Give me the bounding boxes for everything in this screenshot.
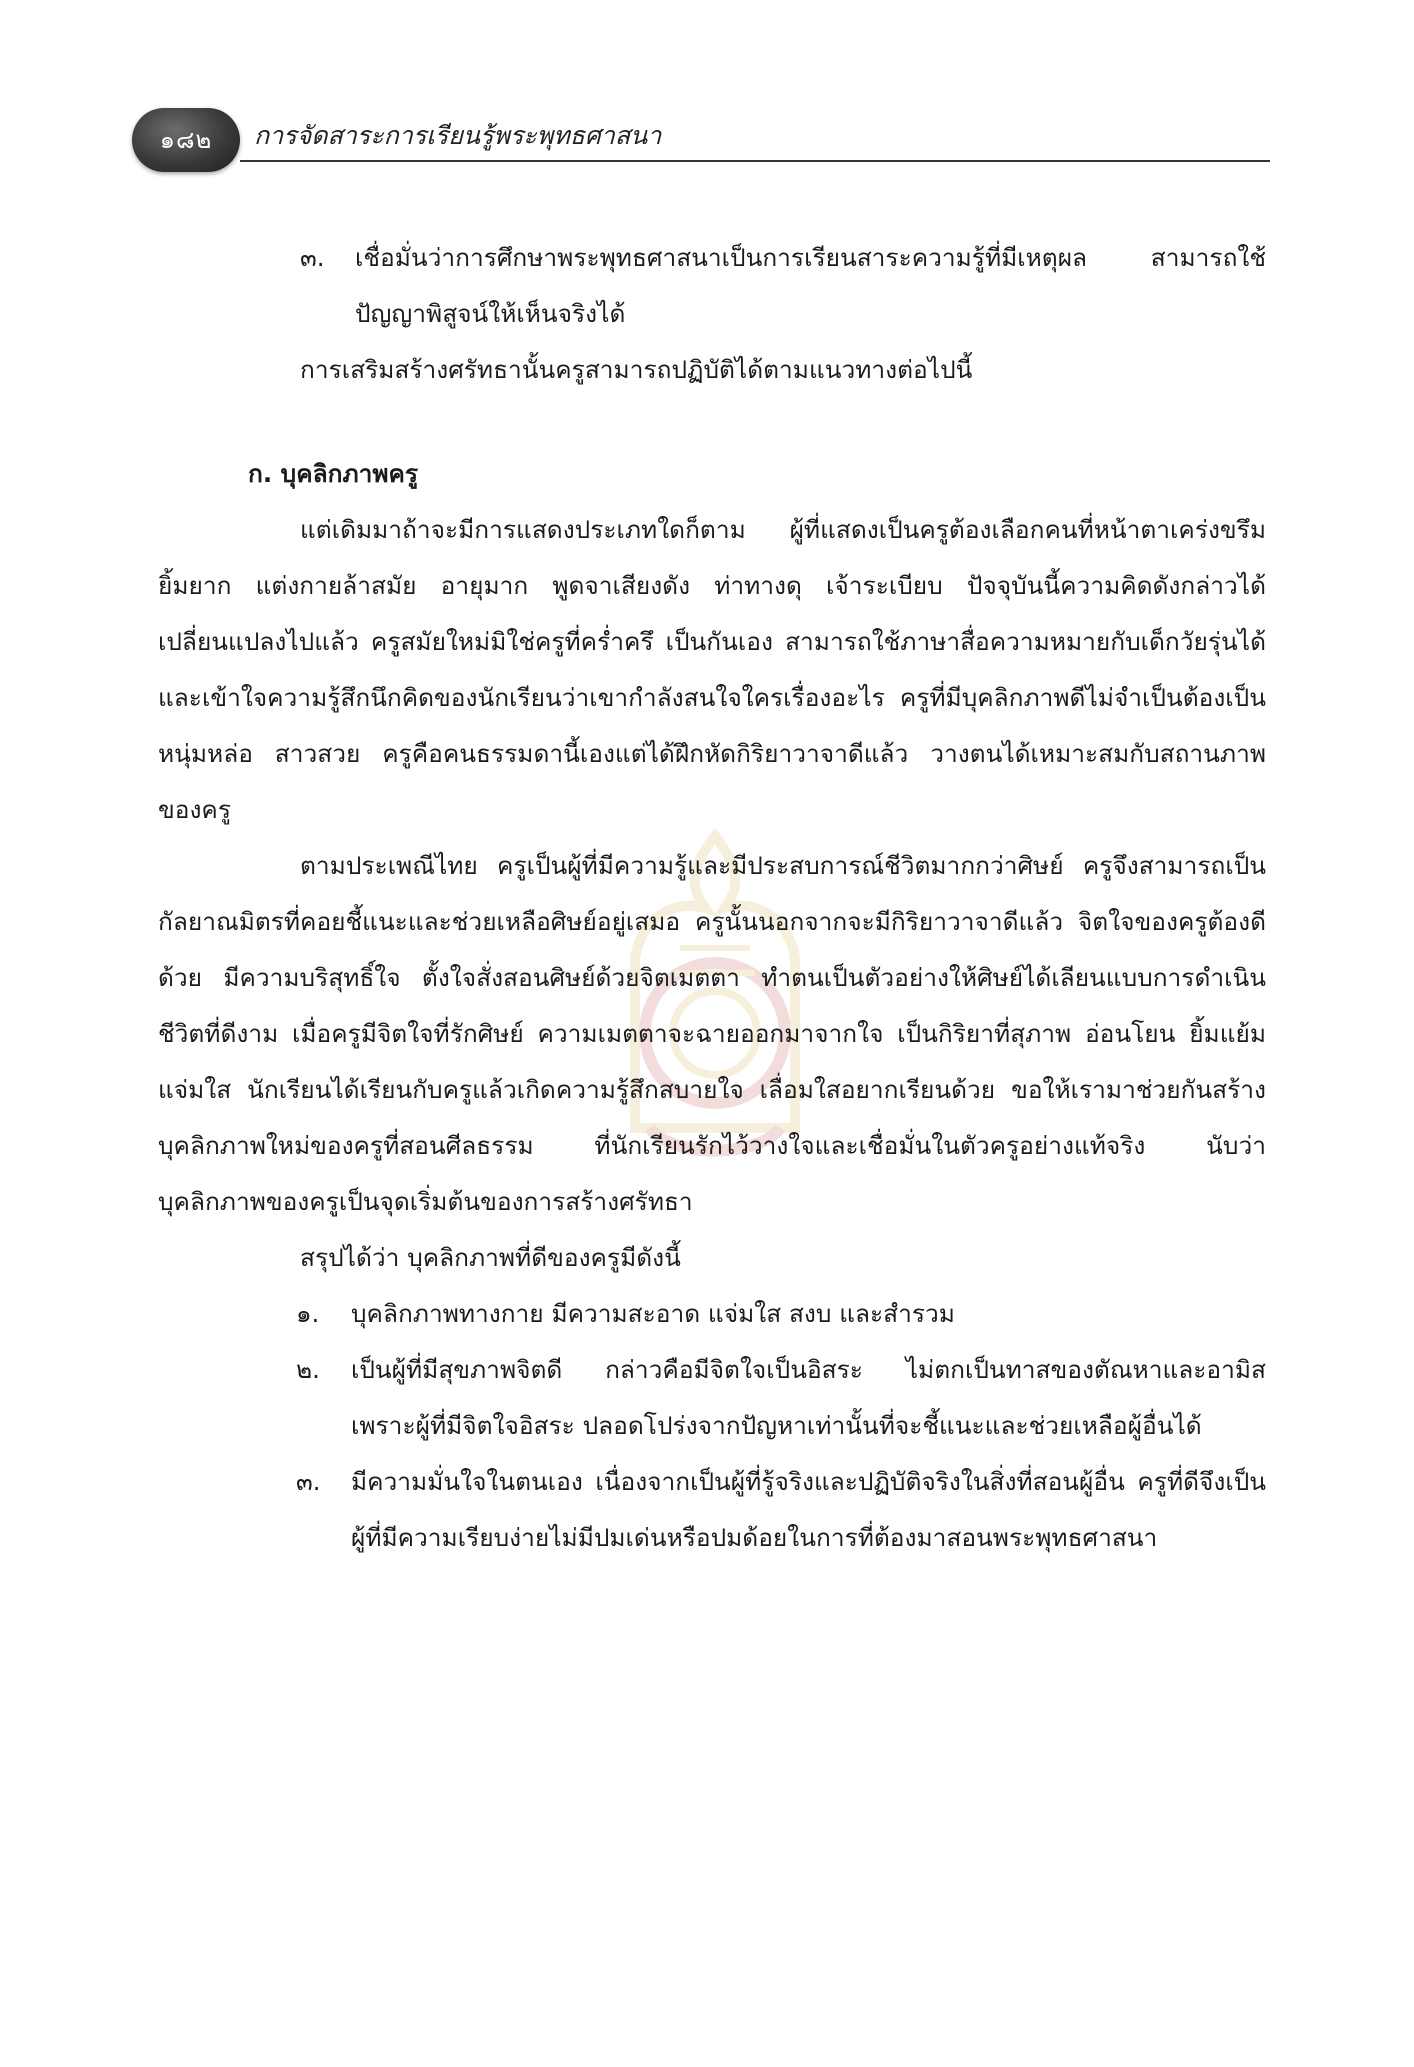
summary-item-2 — [158, 1342, 1266, 1454]
page-body — [158, 230, 1266, 1566]
list-item — [158, 230, 1266, 342]
list-number: ๑. — [296, 1299, 320, 1328]
page-header — [132, 108, 1282, 178]
summary-item-3 — [158, 1454, 1266, 1566]
running-title: การจัดสาระการเรียนรู้พระพุทธศาสนา — [254, 121, 662, 150]
lead-text: การเสริมสร้างศรัทธานั้นครูสามารถปฏิบัติได้ตามแนวทางต่อไปนี้ — [300, 355, 973, 384]
section-heading: ก. บุคลิกภาพครู — [248, 459, 419, 488]
summary-item-1 — [158, 1286, 1266, 1342]
list-item-text: เชื่อมั่นว่าการศึกษาพระพุทธศาสนาเป็นการเรียนสาระความรู้ที่มีเหตุผล สามารถใช้ปัญญาพิสูจน์ให้เห็นจริงได้ — [355, 243, 1266, 328]
list-number: ๓. — [296, 1467, 321, 1496]
list-number: ๒. — [296, 1355, 320, 1384]
header-underline — [240, 160, 1270, 162]
list-item-text: เป็นผู้ที่มีสุขภาพจิตดี กล่าวคือมีจิตใจเป็นอิสระ ไม่ตกเป็นทาสของตัณหาและอามิส เพราะผู้ที่มีจิตใจอิสระ ปลอดโปร่งจากปัญหาเท่านั้นที่จะชี้แนะและช่วยเหลือผู้อื่นได้ — [351, 1355, 1266, 1440]
page-number-badge: ๑๘๒ — [132, 108, 240, 172]
summary-intro: สรุปได้ว่า บุคลิกภาพที่ดีของครูมีดังนี้ — [300, 1243, 681, 1272]
paragraph-2: ตามประเพณีไทย ครูเป็นผู้ที่มีความรู้และมีประสบการณ์ชีวิตมากกว่าศิษย์ ครูจึงสามารถเป็นกัลยาณมิตรที่คอยชี้แนะและช่วยเหลือศิษย์อยู่เสมอ ครูนั้นนอกจากจะมีกิริยาวาจาดีแล้ว จิตใจของครูต้องดีด้วย มีความบริสุทธิ์ใจ ตั้งใจสั่งสอนศิษย์ด้วยจิตเมตตา ทำตนเป็นตัวอย่างให้ศิษย์ได้เลียนแบบการดำเนินชีวิตที่ดีงาม เมื่อครูมีจิตใจที่รักศิษย์ ความเมตตาจะฉายออกมาจากใจ เป็นกิริยาที่สุภาพ อ่อนโยน ยิ้มแย้มแจ่มใส นักเรียนได้เรียนกับครูแล้วเกิดความรู้สึกสบายใจ เลื่อมใสอยากเรียนด้วย ขอให้เรามาช่วยกันสร้างบุคลิกภาพใหม่ของครูที่สอนศีลธรรม ที่นักเรียนรักไว้วางใจและเชื่อมั่นในตัวครูอย่างแท้จริง นับว่าบุคลิกภาพของครูเป็นจุดเริ่มต้นของการสร้างศรัทธา — [158, 851, 1266, 1216]
list-item-text: มีความมั่นใจในตนเอง เนื่องจากเป็นผู้ที่รู้จริงและปฏิบัติจริงในสิ่งที่สอนผู้อื่น ครูที่ดีจึงเป็นผู้ที่มีความเรียบง่ายไม่มีปมเด่นหรือปมด้อยในการที่ต้องมาสอนพระพุทธศาสนา — [351, 1467, 1266, 1552]
paragraph-1: แต่เดิมมาถ้าจะมีการแสดงประเภทใดก็ตาม ผู้ที่แสดงเป็นครูต้องเลือกคนที่หน้าตาเคร่งขรึม ยิ้มยาก แต่งกายล้าสมัย อายุมาก พูดจาเสียงดัง ท่าทางดุ เจ้าระเบียบ ปัจจุบันนี้ความคิดดังกล่าวได้เปลี่ยนแปลงไปแล้ว ครูสมัยใหม่มิใช่ครูที่คร่ำครึ เป็นกันเอง สามารถใช้ภาษาสื่อความหมายกับเด็กวัยรุ่นได้ และเข้าใจความรู้สึกนึกคิดของนักเรียนว่าเขากำลังสนใจใครเรื่องอะไร ครูที่มีบุคลิกภาพดีไม่จำเป็นต้องเป็นหนุ่มหล่อ สาวสวย ครูคือคนธรรมดานี้เองแต่ได้ฝึกหัดกิริยาวาจาดีแล้ว วางตนได้เหมาะสมกับสถานภาพของครู — [158, 515, 1266, 824]
list-item-text: บุคลิกภาพทางกาย มีความสะอาด แจ่มใส สงบ และสำรวม — [351, 1299, 955, 1328]
list-number: ๓. — [300, 243, 325, 272]
